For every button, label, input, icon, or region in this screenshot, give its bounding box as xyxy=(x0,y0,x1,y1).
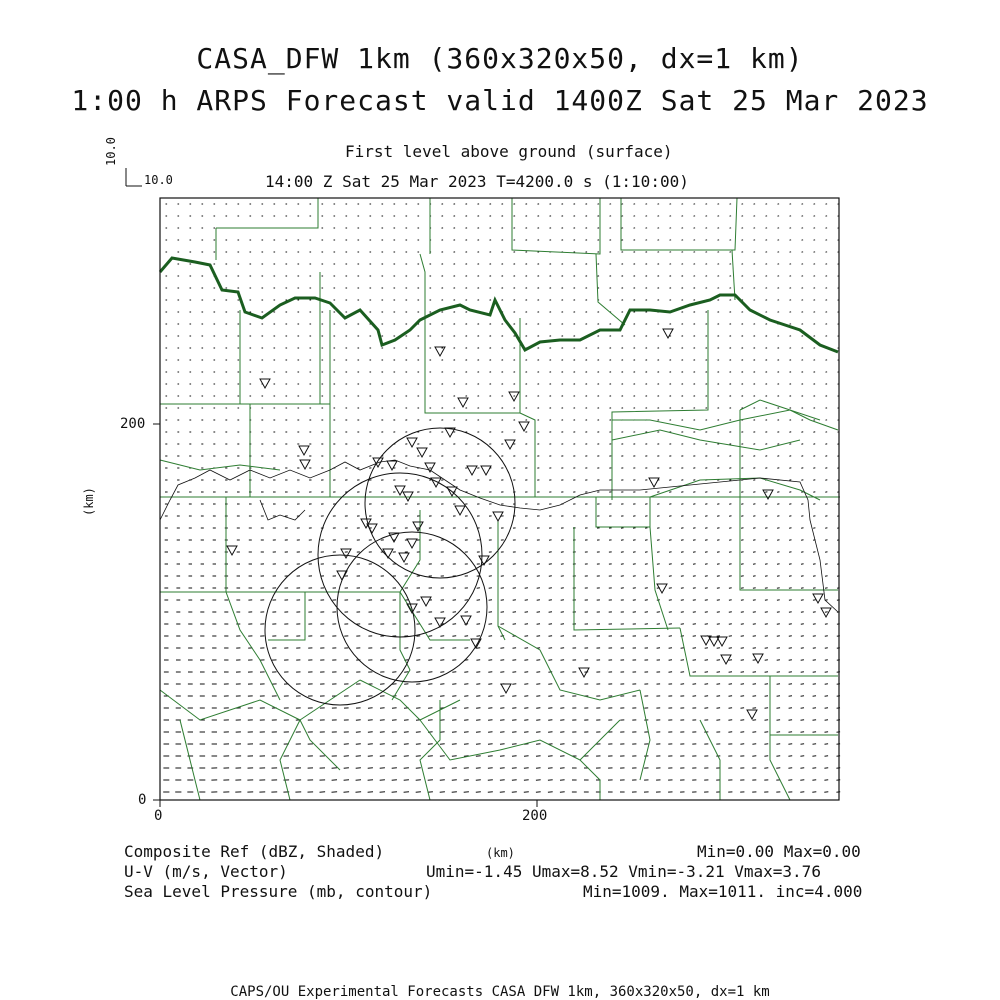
y-tick-200: 200 xyxy=(120,416,146,432)
wind-vector xyxy=(512,732,516,733)
radar-range-rings xyxy=(265,428,515,705)
level-label: First level above ground (surface) xyxy=(345,142,673,161)
wind-vector xyxy=(548,756,553,757)
station-triangle-icon xyxy=(299,446,309,455)
valid-time-label: 14:00 Z Sat 25 Mar 2023 T=4200.0 s (1:10:00) xyxy=(265,172,689,191)
wind-vector xyxy=(512,756,517,757)
map-title-line2: 1:00 h ARPS Forecast valid 1400Z Sat 25 Mar 2023 xyxy=(71,84,929,117)
wind-vector xyxy=(524,768,529,769)
station-triangle-icon xyxy=(481,466,491,475)
station-triangle-icon xyxy=(753,654,763,663)
wind-vector xyxy=(512,792,517,793)
wind-vector xyxy=(512,780,517,781)
wind-vector xyxy=(536,720,540,721)
wind-vector xyxy=(536,792,541,793)
wind-vector xyxy=(536,744,540,745)
wind-vector xyxy=(500,768,505,769)
x-tick-0: 0 xyxy=(154,808,163,824)
legend-pressure: Sea Level Pressure (mb, contour) xyxy=(124,882,433,901)
wind-vector xyxy=(548,732,552,733)
wind-vector xyxy=(536,732,540,733)
station-triangle-icon xyxy=(763,490,773,499)
wind-vector xyxy=(560,720,564,721)
wind-vector xyxy=(548,768,553,769)
vector-key-icon xyxy=(126,168,142,186)
station-triangle-icon xyxy=(413,522,423,531)
wind-vector xyxy=(548,792,553,793)
legend-wind: U-V (m/s, Vector) xyxy=(124,862,288,881)
station-triangle-icon xyxy=(407,438,417,447)
station-triangle-icon xyxy=(519,422,529,431)
wind-vector xyxy=(524,792,529,793)
wind-vector xyxy=(476,792,481,793)
wind-vector xyxy=(536,768,541,769)
wind-vector xyxy=(512,744,517,745)
station-triangle-icon xyxy=(579,668,589,677)
wind-vector xyxy=(560,744,564,745)
map-title-line1: CASA_DFW 1km (360x320x50, dx=1 km) xyxy=(196,42,804,75)
wind-vector xyxy=(560,780,565,781)
wind-vector xyxy=(500,792,505,793)
wind-vector xyxy=(500,780,505,781)
wind-vector xyxy=(476,768,481,769)
station-triangle-icon xyxy=(399,553,409,562)
station-triangle-icon xyxy=(421,597,431,606)
x-tick-200: 200 xyxy=(522,808,548,824)
station-triangle-icon xyxy=(747,710,757,719)
station-triangle-icon xyxy=(227,546,237,555)
wind-vector xyxy=(536,756,541,757)
river-line xyxy=(160,460,838,612)
y-axis-label: (km) xyxy=(82,487,96,516)
wind-vector xyxy=(500,756,505,757)
wind-vector xyxy=(500,744,505,745)
wind-vector xyxy=(560,708,564,709)
wind-vector xyxy=(464,792,469,793)
wind-vector xyxy=(512,768,517,769)
legend-pressure-range: Min=1009. Max=1011. inc=4.000 xyxy=(583,882,863,901)
vector-key-horizontal-label: 10.0 xyxy=(144,173,173,187)
footer-credit: CAPS/OU Experimental Forecasts CASA DFW 1km, 360x320x50, dx=1 km xyxy=(230,984,770,1000)
station-triangle-icon xyxy=(649,478,659,487)
station-triangle-icon xyxy=(721,655,731,664)
legend-reflectivity-range: Min=0.00 Max=0.00 xyxy=(697,842,861,861)
station-triangle-icon xyxy=(407,539,417,548)
wind-vector xyxy=(560,768,565,769)
wind-vector xyxy=(524,732,528,733)
station-triangle-icon xyxy=(657,584,667,593)
wind-vector xyxy=(488,756,493,757)
wind-vector xyxy=(488,780,493,781)
station-triangle-icon xyxy=(435,347,445,356)
y-tick-0: 0 xyxy=(138,792,147,808)
legend-km-unit: (km) xyxy=(486,846,515,860)
station-triangle-icon xyxy=(435,618,445,627)
station-triangle-icon xyxy=(501,684,511,693)
station-triangle-icon xyxy=(467,466,477,475)
wind-vector xyxy=(560,792,565,793)
wind-vector xyxy=(560,732,564,733)
station-triangle-icon xyxy=(663,329,673,338)
wind-vector xyxy=(548,720,552,721)
wind-vector xyxy=(548,708,552,709)
wind-vector xyxy=(548,780,553,781)
station-triangle-icon xyxy=(300,460,310,469)
wind-vector xyxy=(560,756,564,757)
wind-vector xyxy=(536,780,541,781)
station-triangle-icon xyxy=(387,461,397,470)
legend-wind-range: Umin=-1.45 Umax=8.52 Vmin=-3.21 Vmax=3.76 xyxy=(426,862,821,881)
legend-reflectivity: Composite Ref (dBZ, Shaded) xyxy=(124,842,385,861)
wind-vector xyxy=(476,780,481,781)
station-triangle-icon xyxy=(425,463,435,472)
station-triangle-icon xyxy=(458,398,468,407)
state-border xyxy=(160,258,838,352)
wind-vector-field xyxy=(163,204,840,793)
station-triangle-icon xyxy=(341,549,351,558)
vector-key-vertical-label: 10.0 xyxy=(104,137,118,166)
wind-vector xyxy=(488,792,493,793)
wind-vector xyxy=(524,756,529,757)
station-triangle-icon xyxy=(813,594,823,603)
wind-vector xyxy=(560,696,564,697)
wind-vector xyxy=(488,768,493,769)
station-triangle-icon xyxy=(455,506,465,515)
wind-vector xyxy=(524,780,529,781)
